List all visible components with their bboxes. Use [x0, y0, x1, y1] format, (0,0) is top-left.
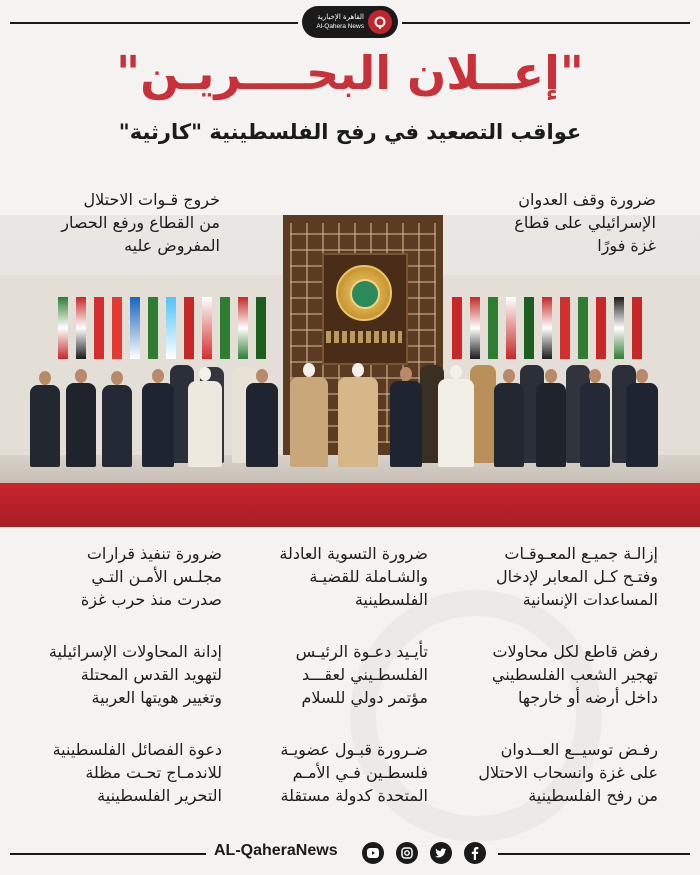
- point-line: إزالـة جميـع المعـوقـات: [504, 544, 658, 563]
- point-line: ضرورة التسوية العادلة: [279, 544, 428, 563]
- leader-figure: [580, 383, 610, 467]
- leader-head: [636, 369, 648, 383]
- point-line: وفتـح كـل المعابر لإدخال: [496, 567, 658, 586]
- flag: [184, 297, 194, 359]
- instagram-icon[interactable]: [396, 842, 418, 864]
- leader-head: [199, 367, 211, 381]
- point-block: [30, 640, 222, 709]
- leader-figure: [142, 383, 174, 467]
- flag: [488, 297, 498, 359]
- flag: [58, 297, 68, 359]
- point-line: الإسرائيلي على قطاع: [514, 213, 656, 232]
- point-line: صدرت منذ حرب غزة: [80, 590, 222, 609]
- logo-arabic-text: القاهرة الإخبارية: [317, 13, 364, 21]
- flag: [560, 297, 570, 359]
- point-block: [44, 542, 222, 611]
- page-title: "إعــلان البحــــريـن": [116, 46, 584, 100]
- point-line: الفلسطينية: [354, 590, 428, 609]
- point-line: ضرورة وقف العدوان: [518, 190, 656, 209]
- point-block: [36, 738, 222, 807]
- flag: [542, 297, 552, 359]
- point-line: مؤتمر دولي للسلام: [301, 688, 428, 707]
- page-subtitle: عواقب التصعيد في رفح الفلسطينية "كارثية": [118, 120, 582, 144]
- header-rule-left: [10, 22, 298, 24]
- point-line: دعوة الفصائل الفلسطينية: [52, 740, 222, 759]
- leader-head: [111, 371, 123, 385]
- leader-figure: [338, 377, 378, 467]
- point-line: مجلـس الأمـن التـي: [91, 567, 222, 586]
- red-carpet: [0, 483, 700, 527]
- point-line: رفض قاطع لكل محاولات: [492, 642, 658, 661]
- flag: [148, 297, 158, 359]
- point-line: على غزة وانسحاب الاحتلال: [478, 763, 658, 782]
- leader-figure: [290, 377, 328, 467]
- flag: [220, 297, 230, 359]
- flag: [614, 297, 624, 359]
- flag: [112, 297, 122, 359]
- point-line: والشـاملة للقضيـة: [309, 567, 428, 586]
- leader-figure: [536, 383, 566, 467]
- point-line: الفلسطـيني لعقـــد: [301, 665, 428, 684]
- leader-figure: [102, 385, 132, 467]
- emblem-caption: [326, 331, 402, 343]
- point-line: المفروض عليه: [124, 236, 220, 255]
- leader-figure: [390, 381, 422, 467]
- point-line: وتغيير هويتها العربية: [91, 688, 222, 707]
- leader-head: [545, 369, 557, 383]
- leader-head: [450, 365, 462, 379]
- point-block: [456, 738, 658, 807]
- logo-mark-icon: [368, 10, 392, 34]
- point-line: المتحدة كدولة مستقلة: [280, 786, 428, 805]
- footer-rule-right: [498, 853, 690, 855]
- leader-head: [256, 369, 268, 383]
- summit-group-photo: [0, 215, 700, 527]
- leader-head: [75, 369, 87, 383]
- flag: [130, 297, 140, 359]
- flag: [596, 297, 606, 359]
- flag: [238, 297, 248, 359]
- point-line: فلسطـين فـي الأمـم: [292, 763, 428, 782]
- leader-figure: [494, 383, 524, 467]
- facebook-icon[interactable]: [464, 842, 486, 864]
- leader-head: [589, 369, 601, 383]
- leader-head: [400, 367, 412, 381]
- header-rule-right: [402, 22, 690, 24]
- point-line: خروج قـوات الاحتلال: [83, 190, 220, 209]
- leader-head: [503, 369, 515, 383]
- point-line: من رفح الفلسطينية: [528, 786, 658, 805]
- youtube-icon[interactable]: [362, 842, 384, 864]
- emblem-center: [350, 279, 380, 309]
- point-block: [248, 640, 428, 709]
- point-block: [248, 738, 428, 807]
- leader-head: [152, 369, 164, 383]
- flag: [202, 297, 212, 359]
- flag: [470, 297, 480, 359]
- point-block: [470, 188, 656, 257]
- brand-handle: AL-QaheraNews: [214, 842, 338, 859]
- flag: [578, 297, 588, 359]
- leader-figure: [30, 385, 60, 467]
- flag: [256, 297, 266, 359]
- leader-figure: [626, 383, 658, 467]
- leader-figure: [246, 383, 278, 467]
- point-line: غزة فورًا: [597, 236, 656, 255]
- point-line: للاندمـاج تحـت مظلة: [85, 763, 222, 782]
- point-line: ضـرورة قبـول عضويـة: [280, 740, 428, 759]
- point-line: إدانة المحاولات الإسرائيلية: [48, 642, 222, 661]
- flag: [632, 297, 642, 359]
- point-line: داخل أرضه أو خارجها: [518, 688, 658, 707]
- point-block: [40, 188, 220, 257]
- flag: [76, 297, 86, 359]
- flag: [94, 297, 104, 359]
- flag: [166, 297, 176, 359]
- logo-english-text: Al-Qahera News: [316, 23, 364, 30]
- flag: [506, 297, 516, 359]
- leader-head: [39, 371, 51, 385]
- leader-head: [303, 363, 315, 377]
- footer-rule-left: [10, 853, 206, 855]
- leader-figure: [66, 383, 96, 467]
- point-block: [456, 542, 658, 611]
- point-line: رفـض توسيــع العــدوان: [500, 740, 658, 759]
- point-block: [456, 640, 658, 709]
- flag: [452, 297, 462, 359]
- point-line: المساعدات الإنسانية: [522, 590, 658, 609]
- twitter-icon[interactable]: [430, 842, 452, 864]
- point-line: تهجير الشعب الفلسطيني: [491, 665, 658, 684]
- leader-figure: [438, 379, 474, 467]
- brand-logo: [302, 6, 398, 38]
- leader-figure: [188, 381, 222, 467]
- leader-head: [352, 363, 364, 377]
- point-line: من القطاع ورفع الحصار: [61, 213, 220, 232]
- point-line: لتهويد القدس المحتلة: [80, 665, 222, 684]
- point-block: [248, 542, 428, 611]
- point-line: تأيـيد دعـوة الرئيـس: [295, 642, 428, 661]
- point-line: التحرير الفلسطينية: [97, 786, 222, 805]
- point-line: ضرورة تنفيذ قرارات: [86, 544, 222, 563]
- flag: [524, 297, 534, 359]
